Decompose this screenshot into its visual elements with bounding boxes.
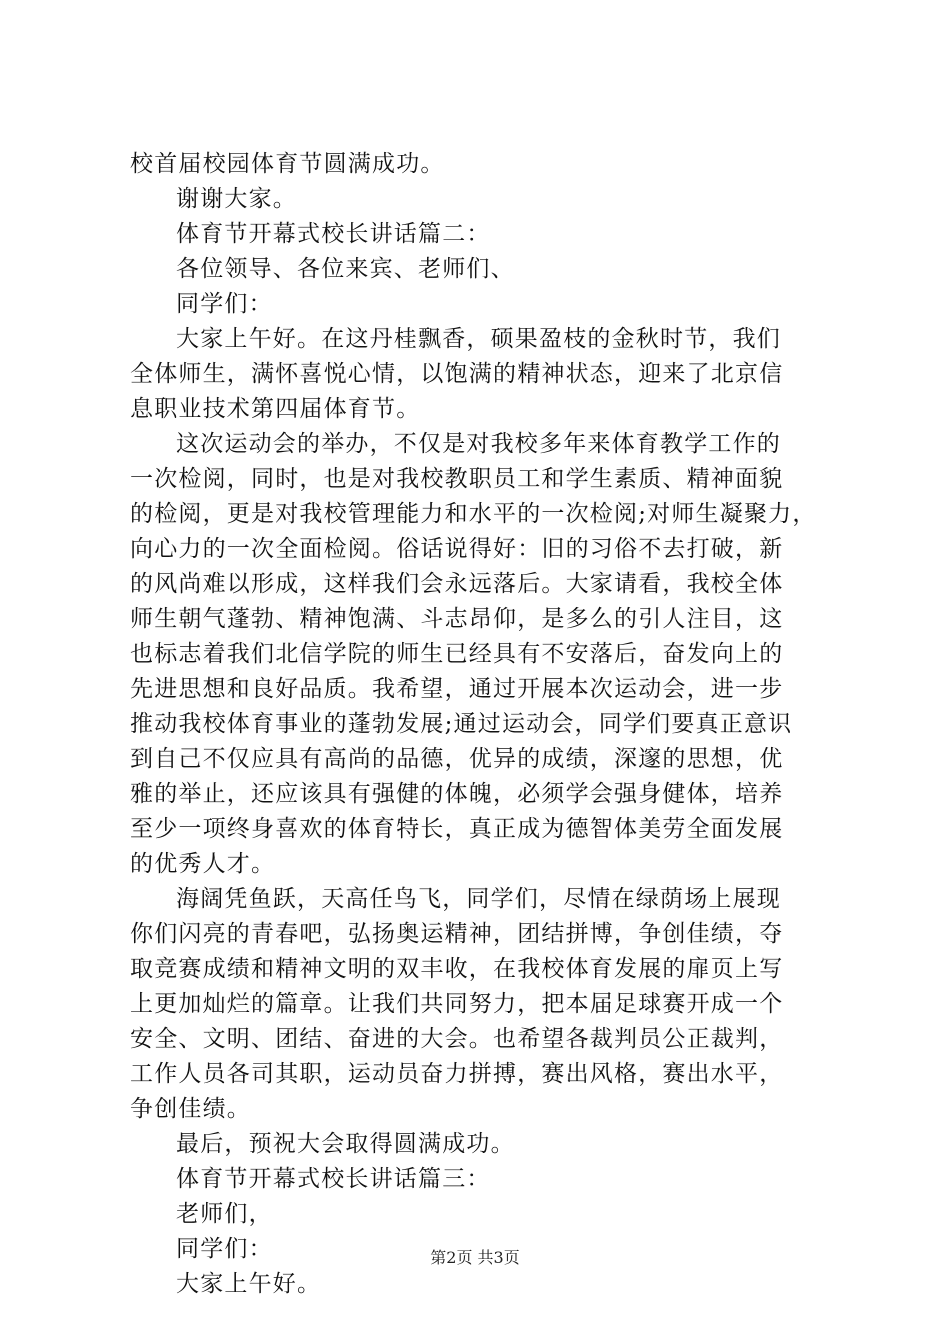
text-line: 取竞赛成绩和精神文明的双丰收，在我校体育发展的扉页上写 bbox=[130, 956, 784, 982]
page-footer: 第2页 共3页 bbox=[430, 1248, 520, 1267]
text-line: 争创佳绩。 bbox=[130, 1096, 251, 1122]
text-line: 师生朝气蓬勃、精神饱满、斗志昂仰，是多么的引人注目，这 bbox=[130, 606, 784, 632]
text-line: 体育节开幕式校长讲话篇三： bbox=[176, 1166, 491, 1192]
text-line: 你们闪亮的青春吧，弘扬奥运精神，团结拼博，争创佳绩，夺 bbox=[130, 921, 784, 947]
text-line: 这次运动会的举办，不仅是对我校多年来体育教学工作的 bbox=[176, 431, 781, 457]
text-line: 谢谢大家。 bbox=[176, 186, 297, 212]
text-line: 先进思想和良好品质。我希望，通过开展本次运动会，进一步 bbox=[130, 676, 784, 702]
text-line: 安全、文明、团结、奋进的大会。也希望各裁判员公正裁判， bbox=[130, 1026, 784, 1052]
text-line: 同学们： bbox=[176, 291, 273, 317]
text-line: 的风尚难以形成，这样我们会永远落后。大家请看，我校全体 bbox=[130, 571, 784, 597]
document-body bbox=[130, 147, 830, 1302]
text-line: 推动我校体育事业的蓬勃发展;通过运动会，同学们要真正意识 bbox=[130, 711, 793, 737]
text-line: 的检阅，更是对我校管理能力和水平的一次检阅;对师生凝聚力， bbox=[130, 501, 817, 527]
text-line: 海阔凭鱼跃，天高任鸟飞，同学们，尽情在绿荫场上展现 bbox=[176, 886, 781, 912]
text-line: 各位领导、各位来宾、老师们、 bbox=[176, 256, 515, 282]
text-line: 上更加灿烂的篇章。让我们共同努力，把本届足球赛开成一个 bbox=[130, 991, 784, 1017]
text-line: 大家上午好。 bbox=[176, 1271, 322, 1297]
text-line: 最后，预祝大会取得圆满成功。 bbox=[176, 1131, 515, 1157]
text-line: 大家上午好。在这丹桂飘香，硕果盈枝的金秋时节，我们 bbox=[176, 326, 781, 352]
text-line: 向心力的一次全面检阅。俗话说得好：旧的习俗不去打破，新 bbox=[130, 536, 784, 562]
text-line: 老师们， bbox=[176, 1201, 273, 1227]
text-line: 至少一项终身喜欢的体育特长，真正成为德智体美劳全面发展 bbox=[130, 816, 784, 842]
text-line: 同学们： bbox=[176, 1236, 273, 1262]
text-line: 的优秀人才。 bbox=[130, 851, 276, 877]
text-line: 也标志着我们北信学院的师生已经具有不安落后，奋发向上的 bbox=[130, 641, 784, 667]
text-line: 息职业技术第四届体育节。 bbox=[130, 396, 421, 422]
text-line: 到自己不仅应具有高尚的品德，优异的成绩，深邃的思想，优 bbox=[130, 746, 784, 772]
text-line: 体育节开幕式校长讲话篇二： bbox=[176, 221, 491, 247]
text-line: 雅的举止，还应该具有强健的体魄，必须学会强身健体，培养 bbox=[130, 781, 784, 807]
text-line: 全体师生，满怀喜悦心情，以饱满的精神状态，迎来了北京信 bbox=[130, 361, 784, 387]
text-line: 一次检阅，同时，也是对我校教职员工和学生素质、精神面貌 bbox=[130, 466, 784, 492]
text-line: 校首届校园体育节圆满成功。 bbox=[130, 151, 445, 177]
text-line: 工作人员各司其职，运动员奋力拼搏，赛出风格，赛出水平， bbox=[130, 1061, 784, 1087]
